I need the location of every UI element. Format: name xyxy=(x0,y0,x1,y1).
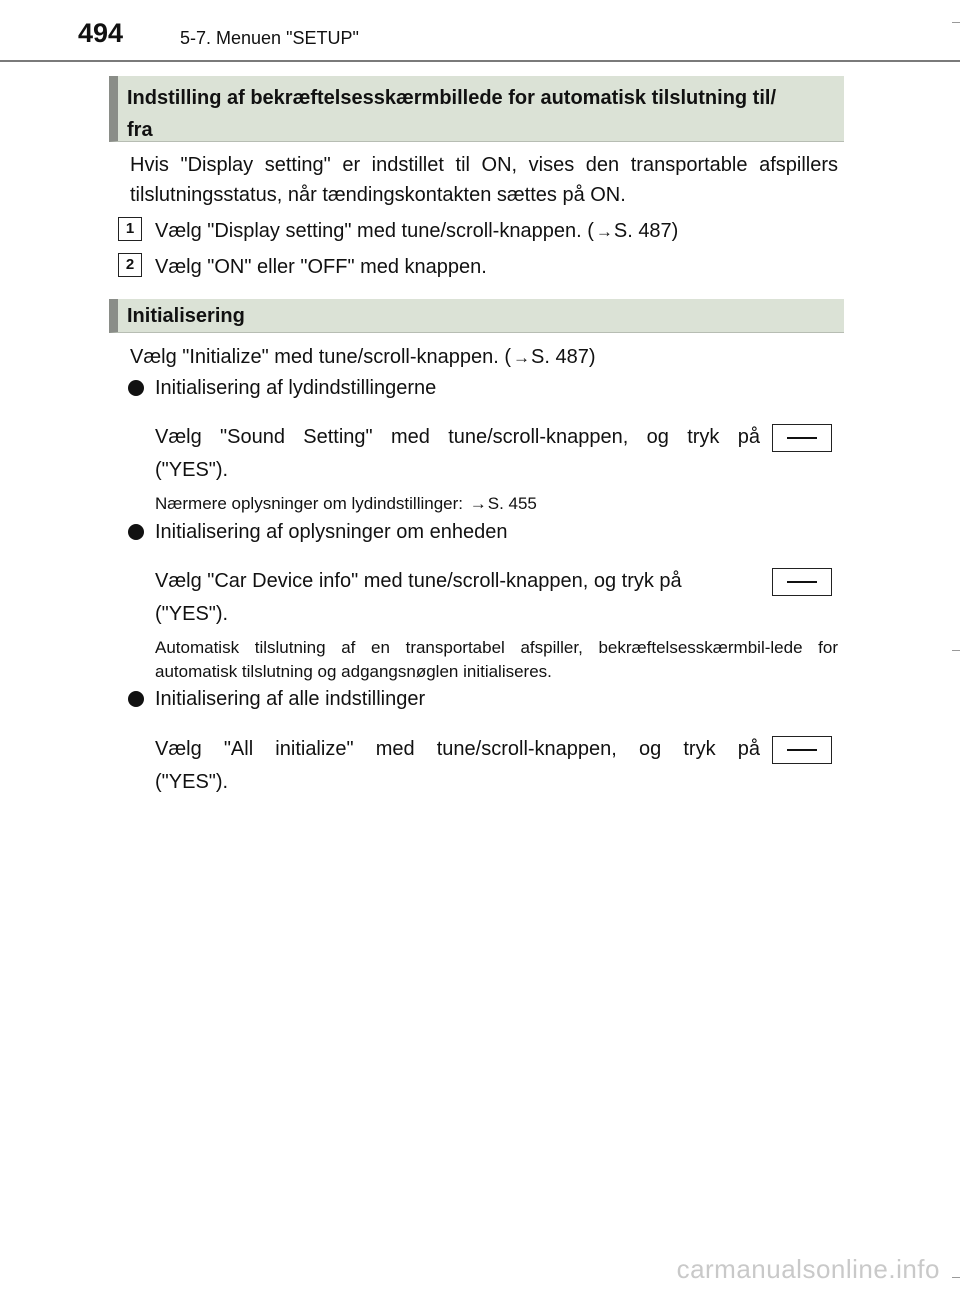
item-heading: Initialisering af alle indstillinger xyxy=(155,688,426,710)
section-heading-auto-connect xyxy=(109,76,844,142)
item-note: Automatisk tilslutning af en transportabel afspiller, bekræftelsesskærmbil-lede for automatisk tilslutning og adgangsnøglen initialiseres. xyxy=(155,638,838,681)
step-number: 2 xyxy=(118,253,142,277)
watermark: carmanualsonline.info xyxy=(676,1254,940,1284)
step-text: Vælg "ON" eller "OFF" med knappen. xyxy=(155,256,487,278)
item-instruction: ("YES"). xyxy=(155,771,229,793)
header-rule xyxy=(0,60,960,62)
item-heading: Initialisering af lydindstillingerne xyxy=(155,377,437,399)
section-intro: Hvis "Display setting" er indstillet til ON, vises den transportable afspillers tilslutningsstatus, når tændingskontakten sættes på ON. xyxy=(130,154,838,206)
note-text: Nærmere oplysninger om lydindstillinger: xyxy=(155,494,468,513)
running-head: 5-7. Menuen "SETUP" xyxy=(180,28,359,48)
page-reference: S. 455 xyxy=(487,494,537,513)
item-instruction: Vælg "Sound Setting" med tune/scroll-knappen, og tryk på xyxy=(155,426,760,448)
edge-tick xyxy=(952,1277,960,1278)
minus-button-icon xyxy=(772,736,832,764)
item-instruction: Vælg "All initialize" med tune/scroll-knappen, og tryk på xyxy=(155,738,760,760)
item-heading: Initialisering af oplysninger om enheden xyxy=(155,521,508,543)
step-number: 1 xyxy=(118,217,142,241)
filled-circle-icon xyxy=(128,524,144,540)
filled-circle-icon xyxy=(128,691,144,707)
step-text xyxy=(155,216,678,247)
page-number: 494 xyxy=(78,18,124,48)
right-arrow-icon: → xyxy=(595,222,613,241)
item-instruction: Vælg "Car Device info" med tune/scroll-knappen, og tryk på xyxy=(155,570,682,592)
page-reference: S. 487) xyxy=(531,346,596,368)
section-intro xyxy=(130,342,596,373)
minus-button-icon xyxy=(772,424,832,452)
section-heading-line: fra xyxy=(127,119,153,141)
item-note xyxy=(155,492,537,516)
section-heading-initialisering: Initialisering xyxy=(109,299,844,333)
filled-circle-icon xyxy=(128,380,144,396)
section-heading-line: Indstilling af bekræftelsesskærmbillede for automatisk tilslutning til/ xyxy=(127,87,777,109)
minus-button-icon xyxy=(772,568,832,596)
right-arrow-icon: → xyxy=(513,348,531,367)
page-reference: S. 487) xyxy=(613,220,679,242)
edge-tick xyxy=(952,650,960,651)
item-instruction: ("YES"). xyxy=(155,603,229,625)
edge-tick xyxy=(952,22,960,23)
step-text-part: Vælg "Display setting" med tune/scroll-knappen. ( xyxy=(155,220,594,242)
right-arrow-icon: → xyxy=(469,494,487,513)
intro-text: Vælg "Initialize" med tune/scroll-knappen. ( xyxy=(130,346,512,368)
item-instruction: ("YES"). xyxy=(155,459,229,481)
